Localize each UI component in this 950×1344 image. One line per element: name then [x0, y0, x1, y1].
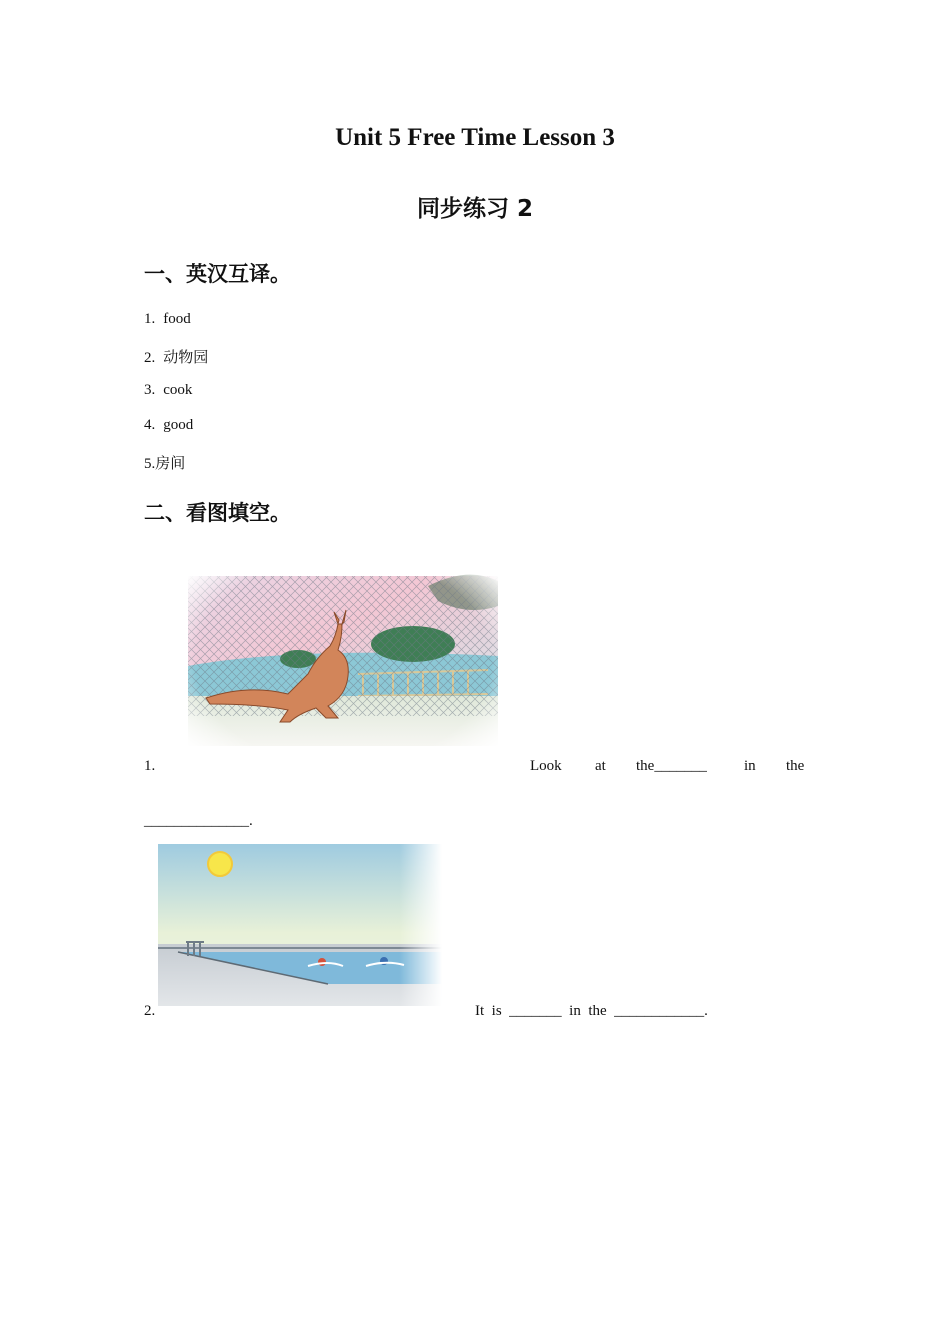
page-title: Unit 5 Free Time Lesson 3	[335, 124, 615, 151]
vocab-item-number: 2.	[144, 350, 156, 366]
section-1-heading: 一、英汉互译。	[144, 262, 291, 286]
question-1-number: 1.	[144, 758, 156, 774]
vocab-item-number: 1.	[144, 311, 156, 327]
vocab-item-1	[144, 311, 191, 328]
question-1-word-at: at	[595, 758, 606, 774]
vocab-item-text: cook	[163, 382, 193, 398]
question-1-word-in: in	[744, 758, 756, 774]
vocab-item-text: 房间	[155, 456, 186, 472]
vocab-item-2	[144, 346, 208, 367]
section-2-heading: 二、看图填空。	[144, 501, 291, 525]
vocab-item-number: 4.	[144, 417, 156, 433]
question-1-blank-1: the_______	[636, 758, 707, 774]
vocab-item-number: 3.	[144, 382, 156, 398]
question-2-number: 2.	[144, 1003, 156, 1019]
vocab-item-3	[144, 382, 192, 399]
kangaroo-zoo-picture	[178, 546, 508, 776]
swimming-pool-picture	[158, 844, 442, 1006]
page-subtitle: 同步练习 2	[416, 196, 533, 222]
vocab-item-number: 5.	[144, 456, 156, 472]
question-2-sentence: It is _______ in the ____________.	[475, 1003, 708, 1019]
vocab-item-text: good	[163, 417, 194, 433]
question-1-word-look: Look	[530, 758, 562, 774]
vocab-item-4	[144, 417, 193, 434]
question-1-blank-2: ______________.	[144, 813, 253, 829]
vocab-item-5	[144, 452, 185, 473]
vocab-item-text: food	[163, 311, 191, 327]
question-1-word-the: the	[786, 758, 805, 774]
vocab-item-text: 动物园	[163, 350, 209, 366]
